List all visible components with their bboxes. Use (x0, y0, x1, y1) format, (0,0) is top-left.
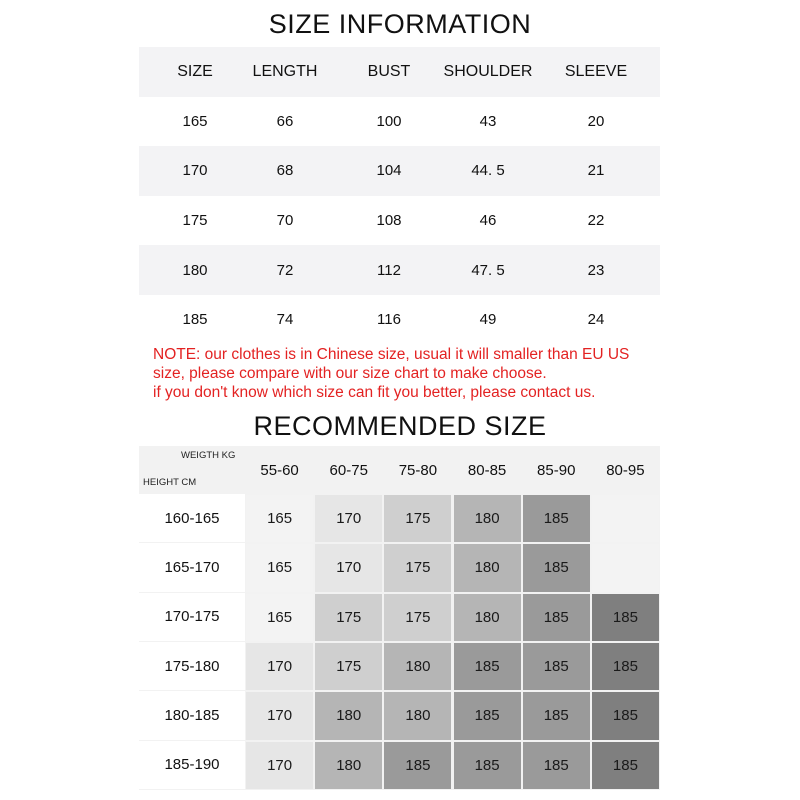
weight-column-header: 85-90 (537, 461, 576, 479)
recommended-size-cell: 185 (454, 643, 521, 690)
size-cell: 104 (376, 162, 402, 180)
recommended-size-cell: 185 (523, 692, 590, 739)
height-axis-label: HEIGHT CM (143, 477, 197, 488)
recommended-size-cell: 180 (315, 692, 382, 739)
size-cell: 66 (276, 112, 294, 130)
recommended-size-title: RECOMMENDED SIZE (253, 411, 547, 441)
recommended-size-cell: 175 (384, 544, 451, 591)
size-column-header: BUST (367, 62, 411, 80)
height-row-header: 160-165 (139, 494, 245, 543)
recommended-size-cell: 165 (246, 544, 313, 591)
size-table-row (139, 245, 660, 295)
note-line: if you don't know which size can fit you better, please contact us. (153, 384, 596, 401)
size-cell: 46 (479, 212, 497, 230)
size-cell: 21 (587, 162, 605, 180)
size-information-table (139, 47, 660, 345)
size-cell: 24 (587, 311, 605, 329)
recommended-size-cell: 165 (246, 495, 313, 542)
recommended-size-cell: 170 (315, 495, 382, 542)
size-column-header: LENGTH (252, 62, 318, 80)
size-cell: 49 (479, 311, 497, 329)
weight-column-header: 80-85 (467, 461, 507, 479)
recommended-size-cell: 185 (454, 692, 521, 739)
recommended-size-cell: 185 (523, 742, 590, 789)
size-column-header: SIZE (177, 62, 213, 80)
weight-column-header: 55-60 (260, 461, 299, 479)
recommended-size-cell: 175 (315, 594, 382, 641)
size-cell: 47. 5 (471, 261, 505, 279)
size-header-row (139, 47, 660, 97)
recommended-size-cell: 180 (315, 742, 382, 789)
recommended-size-cell: 185 (454, 742, 521, 789)
size-cell: 23 (587, 261, 605, 279)
weight-column-header: 75-80 (398, 461, 438, 479)
recommended-size-cell: 185 (523, 594, 590, 641)
recommended-size-cell: 185 (592, 643, 659, 690)
size-cell: 170 (182, 162, 208, 180)
recommended-size-cell: 170 (315, 544, 382, 591)
recommended-size-cell: 175 (315, 643, 382, 690)
size-note (153, 345, 673, 402)
size-information-title: SIZE INFORMATION (268, 9, 532, 39)
weight-column-header: 60-75 (329, 461, 368, 479)
recommended-size-cell: 185 (523, 495, 590, 542)
size-cell: 185 (182, 311, 208, 329)
size-cell: 180 (182, 261, 208, 279)
recommended-size-cell: 185 (592, 742, 659, 789)
size-cell: 20 (587, 112, 605, 130)
size-cell: 100 (376, 112, 402, 130)
recommended-size-cell: 185 (592, 594, 659, 641)
recommended-size-cell: 185 (592, 692, 659, 739)
recommended-size-cell: 180 (454, 594, 521, 641)
size-cell: 108 (376, 212, 402, 230)
height-row-header: 180-185 (139, 691, 245, 740)
note-line: NOTE: our clothes is in Chinese size, usual it will smaller than EU US (153, 346, 630, 363)
recommended-size-cell: 180 (384, 692, 451, 739)
recommended-size-cell: 165 (246, 594, 313, 641)
size-cell: 43 (479, 112, 497, 130)
height-row-header: 170-175 (139, 593, 245, 642)
weight-column-header: 80-95 (606, 461, 645, 479)
height-row-header: 185-190 (139, 741, 245, 790)
size-cell: 116 (377, 311, 401, 329)
recommended-size-cell (592, 544, 659, 591)
recommended-size-cell: 185 (523, 643, 590, 690)
recommended-size-cell: 185 (384, 742, 451, 789)
recommended-size-cell: 180 (454, 544, 521, 591)
size-column-header: SLEEVE (564, 62, 628, 80)
size-cell: 70 (276, 212, 294, 230)
size-cell: 22 (587, 212, 605, 230)
size-cell: 44. 5 (471, 162, 505, 180)
size-cell: 72 (276, 261, 294, 279)
size-cell: 175 (182, 212, 208, 230)
size-column-header: SHOULDER (443, 62, 533, 80)
recommended-size-cell: 170 (246, 742, 313, 789)
recommended-size-cell: 175 (384, 495, 451, 542)
recommended-size-cell: 180 (454, 495, 521, 542)
recommended-size-cell: 185 (523, 544, 590, 591)
size-table-row (139, 146, 660, 196)
note-line: size, please compare with our size chart to make choose. (153, 365, 547, 382)
height-row-header: 165-170 (139, 543, 245, 592)
weight-axis-label: WEIGTH KG (181, 450, 236, 461)
recommended-size-cell: 175 (384, 594, 451, 641)
height-row-header: 175-180 (139, 642, 245, 691)
size-cell: 74 (276, 311, 294, 329)
size-cell: 165 (182, 112, 208, 130)
recommended-size-cell: 170 (246, 643, 313, 690)
recommended-size-cell (592, 495, 659, 542)
size-cell: 68 (276, 162, 294, 180)
size-cell: 112 (377, 261, 401, 279)
recommended-size-cell: 180 (384, 643, 451, 690)
size-table-row (139, 295, 660, 345)
size-table-row (139, 196, 660, 246)
size-table-row (139, 97, 660, 147)
recommended-size-cell: 170 (246, 692, 313, 739)
recommended-size-grid (139, 446, 660, 790)
